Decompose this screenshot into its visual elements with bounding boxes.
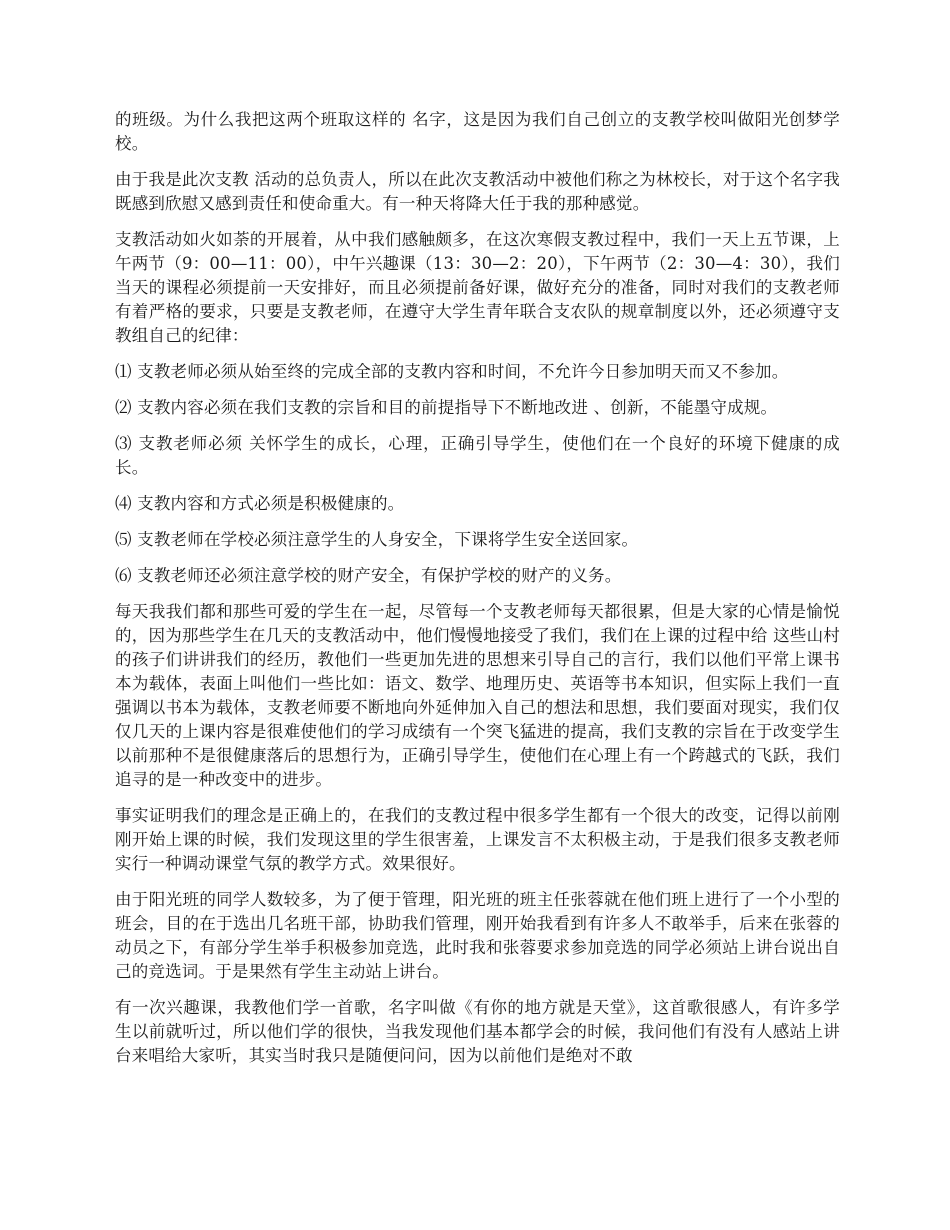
document-body (115, 108, 840, 1080)
rule-item-2: ⑵ 支教内容必须在我们支教的宗旨和目的前提指导下不断地改进 、创新，不能墨守成规。 (115, 398, 778, 417)
paragraph-schedule-rules: 支教活动如火如荼的开展着，从中我们感触颇多，在这次寒假支教过程中，我们一天上五节课，上午两节（9：00—11：00），中午兴趣课（13：30—2：20），下午两节（2：30—4：30），我们当天的课程必须提前一天安排好，而且必须提前备好课，做好充分的准备，同时对我们的支教老师有着严格的要求，只要是支教老师，在遵守大学生青年联合支农队的规章制度以外，还必须遵守支教组自己的纪律： (115, 230, 840, 345)
paragraph-interest-class: 有一次兴趣课，我教他们学一首歌，名字叫做《有你的地方就是天堂》，这首歌很感人，有许多学生以前就听过，所以他们学的很快，当我发现他们基本都学会的时候，我问他们有没有人感站上讲台来唱给大家听，其实当时我只是随便问问，因为以前他们是绝对不敢 (115, 998, 840, 1065)
rule-item-1: ⑴ 支教老师必须从始至终的完成全部的支教内容和时间，不允许今日参加明天而又不参加。 (115, 362, 789, 381)
rule-item-4: ⑷ 支教内容和方式必须是积极健康的。 (115, 494, 405, 513)
paragraph-daily-teaching: 每天我我们都和那些可爱的学生在一起，尽管每一个支教老师每天都很累，但是大家的心情是愉悦的，因为那些学生在几天的支教活动中，他们慢慢地接受了我们，我们在上课的过程中给 这些山村的孩子们讲讲我们的经历，教他们一些更加先进的思想来引导自己的言行，我们以他们平常上课书本为载体，表面上叫他们一些比如：语文、数学、地理历史、英语等书本知识，但实际上我们一直强调以书本为载体，支教老师要不断地向外延伸加入自己的想法和思想，我们要面对现实，我们仅仅几天的上课内容是很难使他们的学习成绩有一个突飞猛进的提高，我们支教的宗旨在于改变学生以前那种不是很健康落后的思想行为，正确引导学生，使他们在心理上有一个跨越式的飞跃，我们追寻的是一种改变中的进步。 (115, 602, 840, 789)
paragraph-results: 事实证明我们的理念是正确上的，在我们的支教过程中很多学生都有一个很大的改变，记得以前刚刚开始上课的时候，我们发现这里的学生很害羞，上课发言不太积极主动，于是我们很多支教老师实行一种调动课堂气氛的教学方式。效果很好。 (115, 806, 840, 873)
paragraph-class-meeting: 由于阳光班的同学人数较多，为了便于管理，阳光班的班主任张蓉就在他们班上进行了一个小型的班会，目的在于选出几名班干部，协助我们管理，刚开始我看到有许多人不敢举手，后来在张蓉的动员之下，有部分学生举手积极参加竞选，此时我和张蓉要求参加竞选的同学必须站上讲台说出自己的竞选词。于是果然有学生主动站上讲台。 (115, 890, 840, 981)
paragraph-class-names: 的班级。为什么我把这两个班取这样的 名字，这是因为我们自己创立的支教学校叫做阳光创梦学校。 (115, 110, 840, 153)
rule-item-3: ⑶ 支教老师必须 关怀学生的成长，心理，正确引导学生，使他们在一个良好的环境下健康的成长。 (115, 434, 840, 477)
rule-item-6: ⑹ 支教老师还必须注意学校的财产安全，有保护学校的财产的义务。 (115, 566, 622, 585)
rule-item-5: ⑸ 支教老师在学校必须注意学生的人身安全，下课将学生安全送回家。 (115, 530, 639, 549)
paragraph-principal-title: 由于我是此次支教 活动的总负责人，所以在此次支教活动中被他们称之为林校长，对于这个名字我既感到欣慰又感到责任和使命重大。有一种天将降大任于我的那种感觉。 (115, 170, 840, 213)
